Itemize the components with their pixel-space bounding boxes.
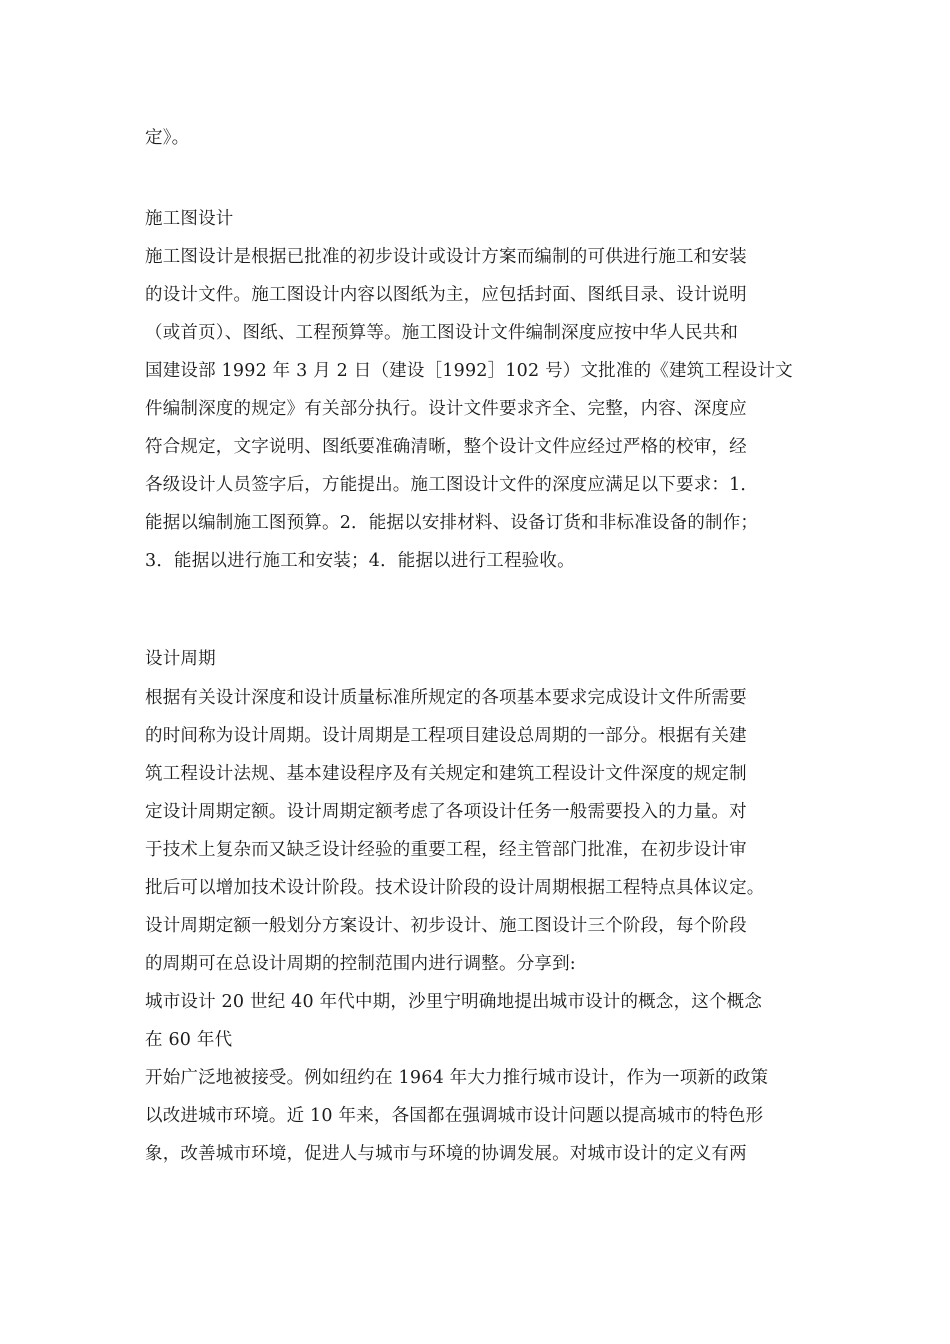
text-line: 城市设计 20 世纪 40 年代中期，沙里宁明确地提出城市设计的概念，这个概念	[145, 992, 763, 1012]
text-line: 根据有关设计深度和设计质量标准所规定的各项基本要求完成设计文件所需要	[145, 688, 747, 708]
text-line: 定设计周期定额。设计周期定额考虑了各项设计任务一般需要投入的力量。对	[145, 802, 747, 822]
text-line: 施工图设计是根据已批准的初步设计或设计方案而编制的可供进行施工和安装	[145, 247, 747, 267]
text-line: 于技术上复杂而又缺乏设计经验的重要工程，经主管部门批准，在初步设计审	[145, 840, 747, 860]
text-line: 筑工程设计法规、基本建设程序及有关规定和建筑工程设计文件深度的规定制	[145, 764, 747, 784]
text-line: 能据以编制施工图预算。2．能据以安排材料、设备订货和非标准设备的制作；	[145, 513, 759, 533]
section-heading: 施工图设计	[145, 209, 234, 229]
text-line: 各级设计人员签字后，方能提出。施工图设计文件的深度应满足以下要求：1．	[145, 475, 759, 495]
text-line: 设计周期定额一般划分方案设计、初步设计、施工图设计三个阶段，每个阶段	[145, 916, 747, 936]
text-line: 以改进城市环境。近 10 年来，各国都在强调城市设计问题以提高城市的特色形	[145, 1106, 764, 1126]
text-line: 符合规定，文字说明、图纸要准确清晰，整个设计文件应经过严格的校审，经	[145, 437, 747, 457]
text-line: 的时间称为设计周期。设计周期是工程项目建设总周期的一部分。根据有关建	[145, 726, 747, 746]
text-line: 开始广泛地被接受。例如纽约在 1964 年大力推行城市设计，作为一项新的政策	[145, 1068, 769, 1088]
text-line: 在 60 年代	[145, 1030, 233, 1050]
section-heading: 设计周期	[145, 649, 216, 669]
text-line: 象，改善城市环境，促进人与城市与环境的协调发展。对城市设计的定义有两	[145, 1144, 747, 1164]
text-line: 定》。	[145, 128, 190, 148]
text-line: 批后可以增加技术设计阶段。技术设计阶段的设计周期根据工程特点具体议定。	[145, 878, 765, 898]
text-line: 的周期可在总设计周期的控制范围内进行调整。分享到:	[145, 954, 576, 974]
text-line: 件编制深度的规定》有关部分执行。设计文件要求齐全、完整，内容、深度应	[145, 399, 747, 419]
text-line: 3．能据以进行施工和安装；4．能据以进行工程验收。	[145, 551, 575, 571]
text-line: 的设计文件。施工图设计内容以图纸为主，应包括封面、图纸目录、设计说明	[145, 285, 747, 305]
text-line: （或首页）、图纸、工程预算等。施工图设计文件编制深度应按中华人民共和	[145, 323, 739, 343]
text-line: 国建设部 1992 年 3 月 2 日（建设［1992］102 号）文批准的《建筑工程设计文	[145, 361, 793, 381]
